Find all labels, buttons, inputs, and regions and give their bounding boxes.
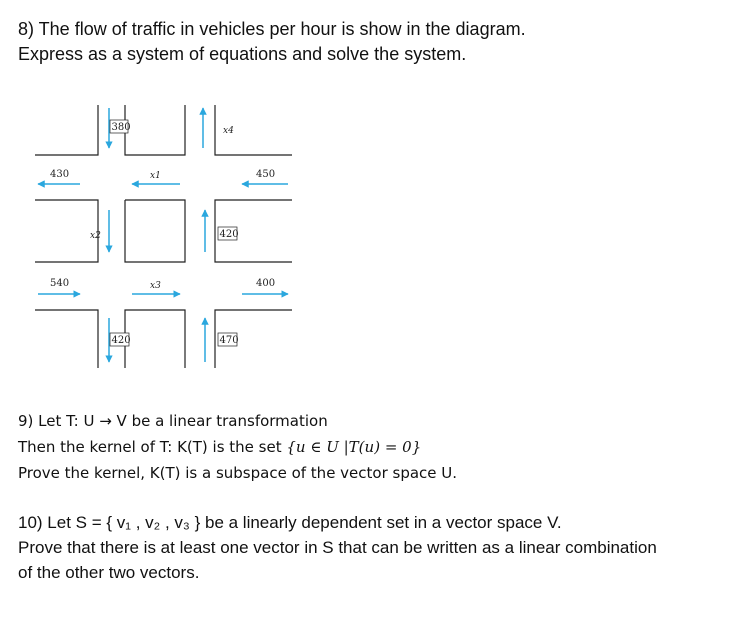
label-x2: x2: [90, 231, 101, 241]
label-450: 450: [256, 169, 276, 180]
question-8: [18, 17, 526, 67]
label-430: 430: [50, 169, 70, 180]
road-bottom-center: [125, 310, 185, 368]
question-9-line-3: Prove the kernel, K(T) is a subspace of the vector space U.: [18, 464, 458, 482]
question-10: [18, 510, 657, 585]
road-top-center: [125, 105, 185, 155]
question-9-line-2-text: Then the kernel of T: K(T) is the set: [18, 438, 287, 456]
road-mid-center: [125, 200, 185, 262]
road-top-left: [35, 105, 98, 155]
question-10-line-3: of the other two vectors.: [18, 563, 200, 582]
question-10-line-2: Prove that there is at least one vector in S that can be written as a linear combination: [18, 538, 657, 557]
label-420-bottom: 420: [111, 335, 131, 346]
label-x3: x3: [150, 281, 161, 291]
question-8-line-2: Express as a system of equations and solve the system.: [18, 44, 467, 64]
road-bottom-left: [35, 310, 98, 368]
label-x1: x1: [150, 171, 161, 181]
label-470: 470: [219, 335, 239, 346]
label-420-mid: 420: [219, 229, 239, 240]
traffic-flow-diagram: [30, 100, 300, 380]
kernel-set-notation: {u ∈ U |T(u) = 0}: [286, 438, 422, 456]
road-edges: [35, 105, 292, 368]
question-8-line-1: 8) The flow of traffic in vehicles per hour is show in the diagram.: [18, 19, 526, 39]
road-mid-left: [35, 200, 98, 262]
question-10-line-1: 10) Let S = { v₁ , v₂ , v₃ } be a linearly dependent set in a vector space V.: [18, 513, 562, 532]
label-400: 400: [256, 278, 276, 289]
label-540: 540: [50, 278, 70, 289]
question-9-line-1: 9) Let T: U → V be a linear transformation: [18, 412, 328, 430]
label-380: 380: [111, 122, 131, 133]
question-9-line-2: [18, 434, 457, 460]
question-9: [18, 408, 457, 486]
label-x4: x4: [223, 126, 234, 136]
